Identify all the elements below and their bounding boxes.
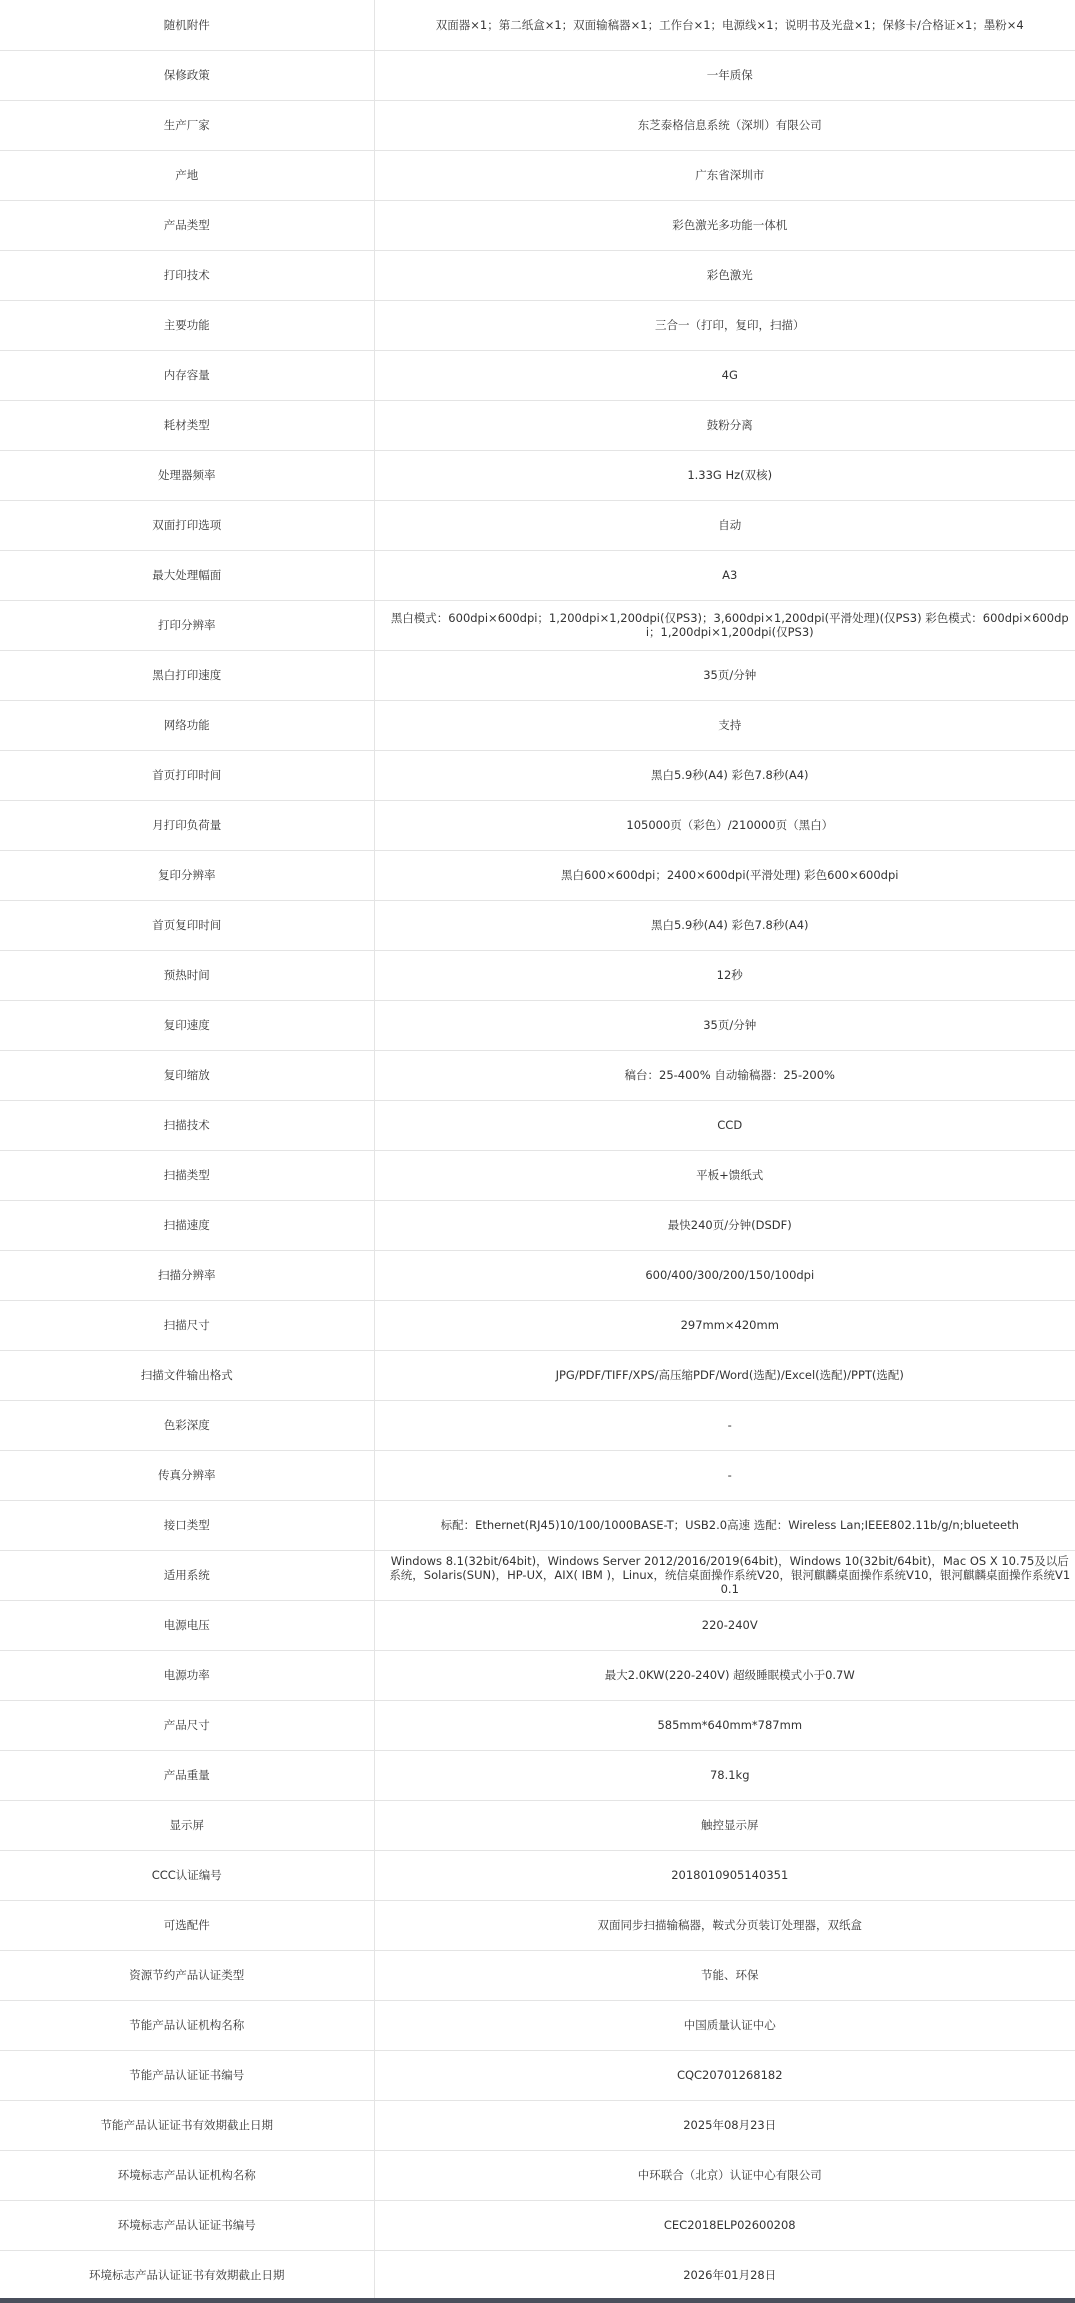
spec-row	[0, 100, 1075, 150]
spec-label: 环境标志产品认证证书编号	[0, 2200, 374, 2250]
spec-label: 打印分辨率	[0, 600, 374, 650]
spec-value: 600/400/300/200/150/100dpi	[374, 1250, 1075, 1300]
spec-label: 适用系统	[0, 1550, 374, 1600]
spec-label: 最大处理幅面	[0, 550, 374, 600]
spec-value: 35页/分钟	[374, 1000, 1075, 1050]
spec-value: 黑白5.9秒(A4) 彩色7.8秒(A4)	[374, 900, 1075, 950]
spec-label: 扫描技术	[0, 1100, 374, 1150]
spec-label: 产品重量	[0, 1750, 374, 1800]
spec-row	[0, 1450, 1075, 1500]
spec-value: 鼓粉分离	[374, 400, 1075, 450]
spec-label: 扫描文件输出格式	[0, 1350, 374, 1400]
spec-label: 扫描速度	[0, 1200, 374, 1250]
spec-row	[0, 1950, 1075, 2000]
spec-value: 平板+馈纸式	[374, 1150, 1075, 1200]
spec-label: 随机附件	[0, 0, 374, 50]
spec-label: 环境标志产品认证机构名称	[0, 2150, 374, 2200]
spec-row	[0, 1500, 1075, 1550]
spec-row	[0, 750, 1075, 800]
spec-row	[0, 150, 1075, 200]
spec-label: 扫描尺寸	[0, 1300, 374, 1350]
spec-label: 黑白打印速度	[0, 650, 374, 700]
spec-label: 产品类型	[0, 200, 374, 250]
spec-value: -	[374, 1450, 1075, 1500]
spec-value: 2025年08月23日	[374, 2100, 1075, 2150]
spec-value: 节能、环保	[374, 1950, 1075, 2000]
spec-row	[0, 850, 1075, 900]
spec-value: 标配：Ethernet(RJ45)10/100/1000BASE-T；USB2.0高速 选配：Wireless Lan;IEEE802.11b/g/n;blueteeth	[374, 1500, 1075, 1550]
spec-label: 扫描类型	[0, 1150, 374, 1200]
spec-label: 节能产品认证证书编号	[0, 2050, 374, 2100]
spec-row	[0, 450, 1075, 500]
spec-row	[0, 1900, 1075, 1950]
spec-value: 一年质保	[374, 50, 1075, 100]
spec-value: 4G	[374, 350, 1075, 400]
spec-row	[0, 400, 1075, 450]
spec-label: 耗材类型	[0, 400, 374, 450]
spec-value: 78.1kg	[374, 1750, 1075, 1800]
spec-row	[0, 1700, 1075, 1750]
spec-label: 处理器频率	[0, 450, 374, 500]
spec-row	[0, 1850, 1075, 1900]
spec-label: 复印速度	[0, 1000, 374, 1050]
spec-value: 东芝泰格信息系统（深圳）有限公司	[374, 100, 1075, 150]
spec-label: 扫描分辨率	[0, 1250, 374, 1300]
spec-row	[0, 1400, 1075, 1450]
spec-value: 220-240V	[374, 1600, 1075, 1650]
spec-value: 最快240页/分钟(DSDF)	[374, 1200, 1075, 1250]
spec-value: 105000页（彩色）/210000页（黑白）	[374, 800, 1075, 850]
spec-row	[0, 800, 1075, 850]
spec-value: 三合一（打印，复印，扫描）	[374, 300, 1075, 350]
spec-row	[0, 350, 1075, 400]
spec-value: 2018010905140351	[374, 1850, 1075, 1900]
spec-value: 黑白模式：600dpi×600dpi；1,200dpi×1,200dpi(仅PS3)；3,600dpi×1,200dpi(平滑处理)(仅PS3) 彩色模式：600dpi×600dpi；1,200dpi×1,200dpi(仅PS3)	[374, 600, 1075, 650]
spec-label: 节能产品认证证书有效期截止日期	[0, 2100, 374, 2150]
spec-row	[0, 1350, 1075, 1400]
spec-value: 支持	[374, 700, 1075, 750]
spec-label: 电源电压	[0, 1600, 374, 1650]
spec-row	[0, 1600, 1075, 1650]
spec-row	[0, 50, 1075, 100]
spec-value: 35页/分钟	[374, 650, 1075, 700]
spec-row	[0, 700, 1075, 750]
spec-value: 彩色激光	[374, 250, 1075, 300]
spec-row	[0, 1650, 1075, 1700]
spec-value: 中国质量认证中心	[374, 2000, 1075, 2050]
spec-row	[0, 1200, 1075, 1250]
spec-label: 接口类型	[0, 1500, 374, 1550]
spec-label: 首页复印时间	[0, 900, 374, 950]
spec-label: 双面打印选项	[0, 500, 374, 550]
spec-value: 2026年01月28日	[374, 2250, 1075, 2300]
spec-row	[0, 1300, 1075, 1350]
spec-row	[0, 1050, 1075, 1100]
spec-label: 资源节约产品认证类型	[0, 1950, 374, 2000]
spec-row	[0, 600, 1075, 650]
spec-label: 打印技术	[0, 250, 374, 300]
spec-label: 可选配件	[0, 1900, 374, 1950]
spec-label: 复印缩放	[0, 1050, 374, 1100]
spec-value: CEC2018ELP02600208	[374, 2200, 1075, 2250]
spec-row	[0, 200, 1075, 250]
spec-row	[0, 1550, 1075, 1600]
spec-row	[0, 1000, 1075, 1050]
spec-value: 双面器×1；第二纸盒×1；双面输稿器×1；工作台×1；电源线×1；说明书及光盘×1；保修卡/合格证×1；墨粉×4	[374, 0, 1075, 50]
spec-label: 显示屏	[0, 1800, 374, 1850]
spec-value: 稿台：25-400% 自动输稿器：25-200%	[374, 1050, 1075, 1100]
spec-value: 297mm×420mm	[374, 1300, 1075, 1350]
spec-label: 环境标志产品认证证书有效期截止日期	[0, 2250, 374, 2300]
spec-label: 传真分辨率	[0, 1450, 374, 1500]
spec-label: 产品尺寸	[0, 1700, 374, 1750]
spec-value: -	[374, 1400, 1075, 1450]
spec-label: 内存容量	[0, 350, 374, 400]
bottom-bar	[0, 2298, 1075, 2303]
spec-row	[0, 2050, 1075, 2100]
spec-label: 网络功能	[0, 700, 374, 750]
spec-value: 黑白5.9秒(A4) 彩色7.8秒(A4)	[374, 750, 1075, 800]
spec-row	[0, 300, 1075, 350]
spec-value: Windows 8.1(32bit/64bit)，Windows Server 2012/2016/2019(64bit)，Windows 10(32bit/64bit)，Mac OS X 10.75及以后系统，Solaris(SUN)，HP-UX，AIX( IBM )，Linux，统信桌面操作系统V20，银河麒麟桌面操作系统V10，银河麒麟桌面操作系统V10.1	[374, 1550, 1075, 1600]
spec-row	[0, 1750, 1075, 1800]
spec-value: CCD	[374, 1100, 1075, 1150]
spec-value: 最大2.0KW(220-240V) 超级睡眠模式小于0.7W	[374, 1650, 1075, 1700]
spec-row	[0, 1800, 1075, 1850]
spec-value: 自动	[374, 500, 1075, 550]
spec-label: 节能产品认证机构名称	[0, 2000, 374, 2050]
spec-row	[0, 2000, 1075, 2050]
spec-row	[0, 2150, 1075, 2200]
spec-row	[0, 950, 1075, 1000]
spec-value: 广东省深圳市	[374, 150, 1075, 200]
spec-row	[0, 500, 1075, 550]
spec-value: 585mm*640mm*787mm	[374, 1700, 1075, 1750]
spec-row	[0, 0, 1075, 50]
spec-label: 生产厂家	[0, 100, 374, 150]
spec-label: 月打印负荷量	[0, 800, 374, 850]
spec-row	[0, 250, 1075, 300]
spec-value: 彩色激光多功能一体机	[374, 200, 1075, 250]
spec-value: 1.33G Hz(双核)	[374, 450, 1075, 500]
spec-value: 中环联合（北京）认证中心有限公司	[374, 2150, 1075, 2200]
spec-row	[0, 1100, 1075, 1150]
spec-row	[0, 650, 1075, 700]
spec-row	[0, 2200, 1075, 2250]
spec-label: 保修政策	[0, 50, 374, 100]
spec-value: 12秒	[374, 950, 1075, 1000]
spec-label: 预热时间	[0, 950, 374, 1000]
spec-value: 双面同步扫描输稿器，鞍式分页装订处理器，双纸盒	[374, 1900, 1075, 1950]
spec-label: 产地	[0, 150, 374, 200]
spec-label: 主要功能	[0, 300, 374, 350]
spec-row	[0, 2100, 1075, 2150]
spec-value: A3	[374, 550, 1075, 600]
spec-row	[0, 2250, 1075, 2300]
spec-row	[0, 1250, 1075, 1300]
spec-label: 色彩深度	[0, 1400, 374, 1450]
spec-value: 触控显示屏	[374, 1800, 1075, 1850]
spec-value: CQC20701268182	[374, 2050, 1075, 2100]
spec-label: 首页打印时间	[0, 750, 374, 800]
spec-value: 黑白600×600dpi；2400×600dpi(平滑处理) 彩色600×600dpi	[374, 850, 1075, 900]
spec-row	[0, 900, 1075, 950]
spec-value: JPG/PDF/TIFF/XPS/高压缩PDF/Word(选配)/Excel(选配)/PPT(选配)	[374, 1350, 1075, 1400]
spec-row	[0, 1150, 1075, 1200]
spec-row	[0, 550, 1075, 600]
spec-label: 复印分辨率	[0, 850, 374, 900]
spec-label: CCC认证编号	[0, 1850, 374, 1900]
spec-label: 电源功率	[0, 1650, 374, 1700]
